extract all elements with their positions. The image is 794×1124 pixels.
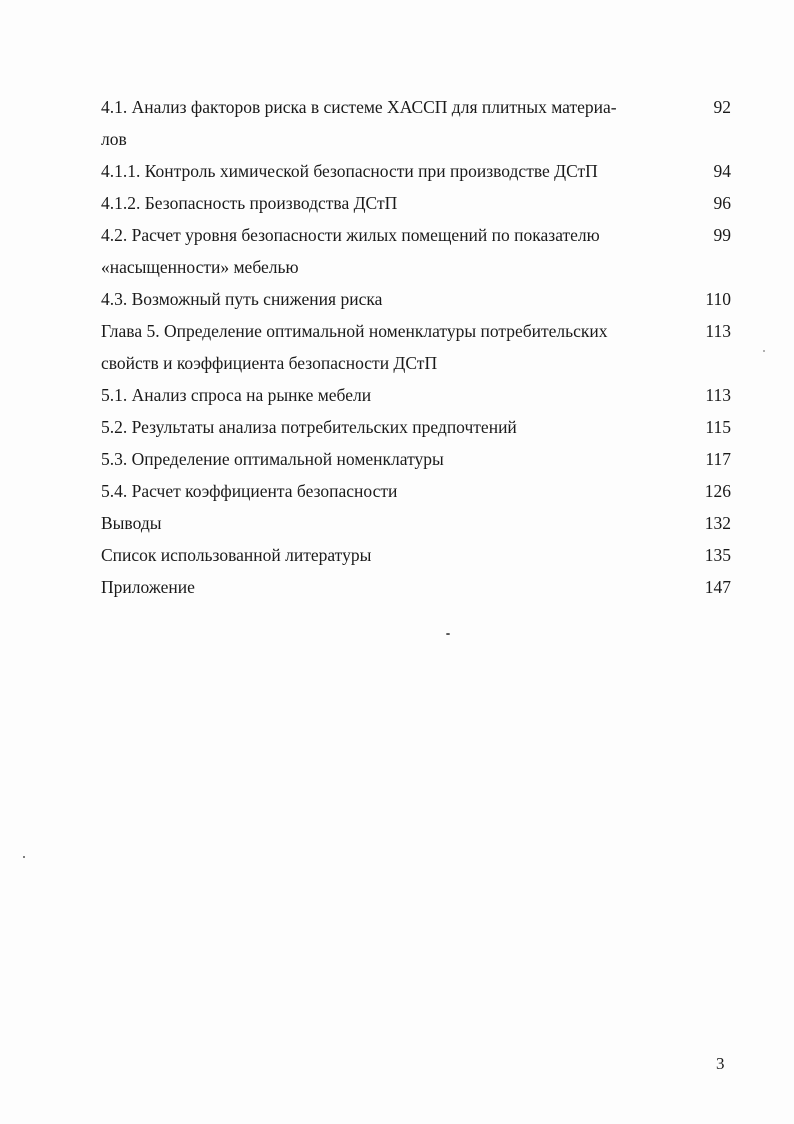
scan-speck [446, 633, 450, 635]
toc-entry-title: 5.4. Расчет коэффициента безопасности [101, 481, 398, 501]
toc-entry-page: 96 [713, 193, 731, 213]
toc-entry-title: 5.3. Определение оптимальной номенклатуры [101, 449, 444, 469]
toc-entry [101, 379, 731, 411]
toc-entry-page: 135 [704, 545, 731, 565]
toc-entry-title: 5.2. Результаты анализа потребительских предпочтений [101, 417, 517, 437]
toc-entry [101, 315, 731, 379]
toc-entry-page: 113 [705, 385, 731, 405]
scan-speck [763, 350, 765, 352]
toc-entry-title: 5.1. Анализ спроса на рынке мебели [101, 385, 372, 405]
toc-entry [101, 507, 731, 539]
scan-speck [23, 856, 25, 858]
toc-entry-title: 4.1. Анализ факторов риска в системе ХАССП для плитных материа- лов [101, 97, 617, 149]
toc-entry [101, 91, 731, 155]
toc-entry-title: Список использованной литературы [101, 545, 372, 565]
toc-entry [101, 219, 731, 283]
toc-entry-page: 132 [704, 513, 731, 533]
toc-entry-title: 4.1.2. Безопасность производства ДСтП [101, 193, 398, 213]
table-of-contents [101, 91, 731, 603]
toc-entry-page: 115 [705, 417, 731, 437]
toc-entry-page: 147 [704, 577, 731, 597]
toc-entry [101, 539, 731, 571]
toc-entry-page: 110 [705, 289, 731, 309]
toc-entry-title: Глава 5. Определение оптимальной номенклатуры потребительских свойств и коэффициента безопасности ДСтП [101, 321, 608, 373]
toc-entry-title: 4.2. Расчет уровня безопасности жилых помещений по показателю «насыщенности» мебелью [101, 225, 600, 277]
toc-entry [101, 155, 731, 187]
toc-entry [101, 283, 731, 315]
toc-entry-page: 94 [713, 161, 731, 181]
toc-entry-page: 92 [713, 97, 731, 117]
toc-entry [101, 411, 731, 443]
toc-entry-title: 4.3. Возможный путь снижения риска [101, 289, 383, 309]
toc-entry [101, 187, 731, 219]
toc-entry-title: Выводы [101, 513, 162, 533]
toc-entry [101, 475, 731, 507]
toc-entry-page: 126 [704, 481, 731, 501]
toc-entry-title: 4.1.1. Контроль химической безопасности при производстве ДСтП [101, 161, 598, 181]
toc-entry [101, 443, 731, 475]
toc-entry-page: 117 [705, 449, 731, 469]
toc-entry-title: Приложение [101, 577, 195, 597]
toc-entry-page: 99 [713, 225, 731, 245]
toc-entry [101, 571, 731, 603]
page-number: 3 [716, 1054, 725, 1073]
toc-entry-page: 113 [705, 321, 731, 341]
